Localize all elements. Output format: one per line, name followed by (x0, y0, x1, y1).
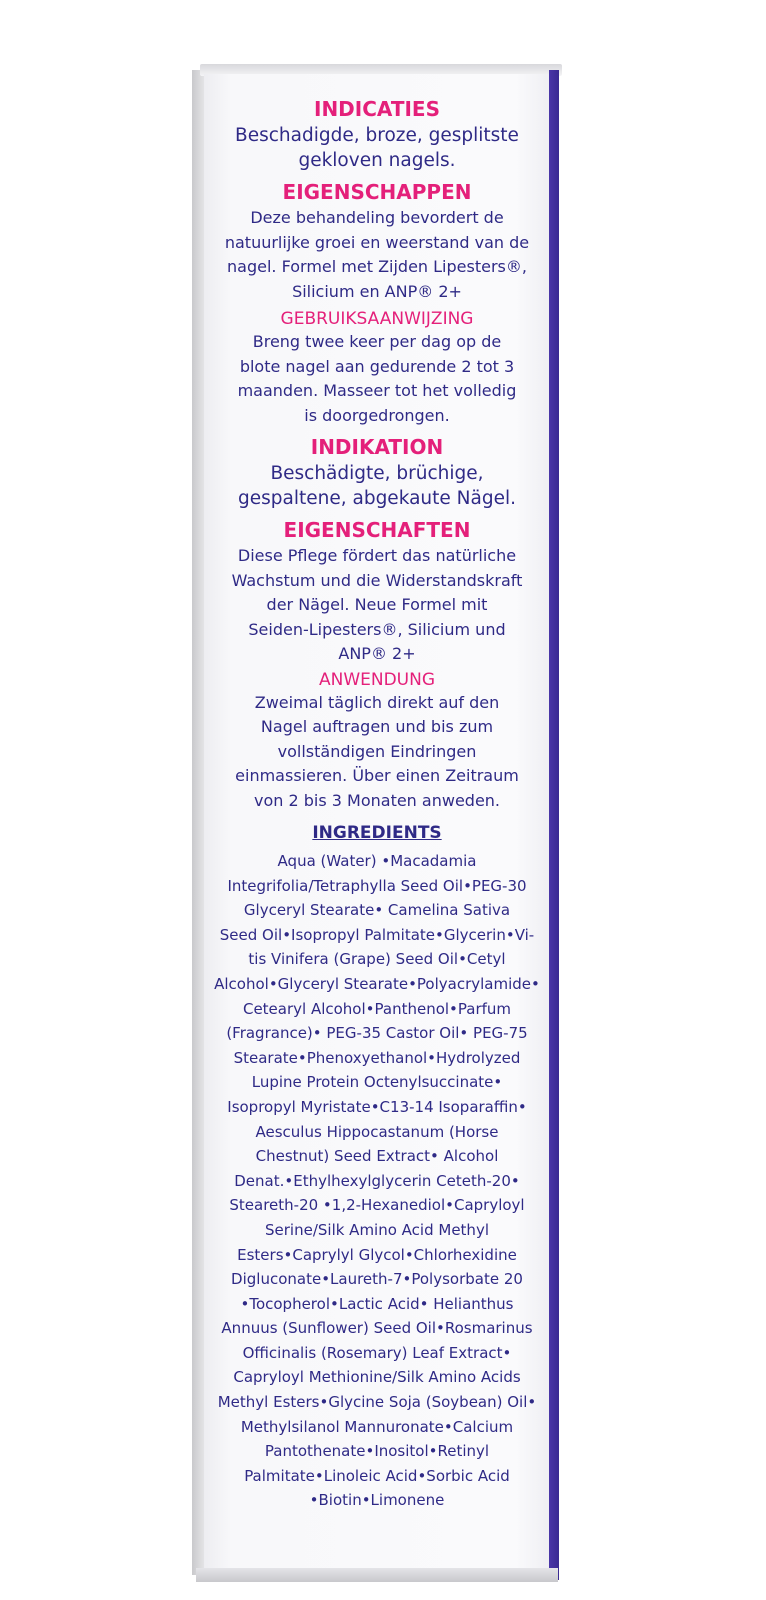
gebruiksaanwijzing-text: Breng twee keer per dag op de blote nagel aan gedurende 2 tot 3 maanden. Masseer tot het volledig is doorgedrongen. (237, 332, 517, 425)
box-purple-stripe (549, 70, 559, 1580)
gebruiksaanwijzing-heading: GEBRUIKSAANWIJZING (280, 309, 474, 329)
ingredients-list: Aqua (Water) •Macadamia Integrifolia/Tetraphylla Seed Oil•PEG-30 Glyceryl Stearate• Camelina Sativa Seed Oil•Isopropyl Palmitate•Glycerin•Vi- tis Vinifera (Grape) Seed Oil•Cetyl Alcohol•Glyceryl Stearate•Polyacrylamide• Cetearyl Alcohol•Panthenol•Parfum (Fragrance)• PEG-35 Castor Oil• PEG-75 Stearate•Phenoxyethanol•Hydrolyzed Lupine Protein Octenylsuccinate• Isopropyl Myristate•C13-14 Isoparaffin• Aesculus Hippocastanum (Horse Chestnut) Seed Extract• Alcohol Denat.•Ethylhexylglycerin Ceteth-20• Steareth-20 •1,2-Hexanediol•Capryloyl Serine/Silk Amino Acid Methyl Esters•Caprylyl Glycol•Chlorhexidine Digluconate•Laureth-7•Polysorbate 20 •Tocopherol•Lactic Acid• Helianthus Annuus (Sunflower) Seed Oil•Rosmarinus Officinalis (Rosemary) Leaf Extract• Capryloyl Methionine/Silk Amino Acids Methyl Esters•Glycine Soja (Soybean) Oil• Methylsilanol Mannuronate•Calcium Pantothenate•Inositol•Retinyl Palmitate•Linoleic Acid•Sorbic Acid •Biotin•Limonene (214, 852, 540, 1510)
indikation-heading: INDIKATION (310, 435, 444, 459)
ingredients-heading: INGREDIENTS (312, 823, 442, 843)
eigenschaften-text: Diese Pflege fördert das natürliche Wachstum und die Widerstandskraft der Nägel. Neue Formel mit Seiden-Lipesters®, Silicium und ANP® 2+ (231, 546, 523, 663)
indikation-text: Beschädigte, brüchige, gespaltene, abgekaute Nägel. (238, 463, 516, 509)
indicaties-heading: INDICATIES (314, 97, 440, 121)
anwendung-text: Zweimal täglich direkt auf den Nagel auftragen und bis zum vollständigen Eindringen einmassieren. Über einen Zeitraum von 2 bis 3 Monaten anweden. (235, 692, 519, 810)
label-content (204, 96, 550, 1513)
eigenschaften-heading: EIGENSCHAFTEN (283, 518, 471, 542)
indicaties-text: Beschadigde, broze, gesplitste gekloven nagels. (235, 125, 519, 171)
eigenschappen-text: Deze behandeling bevordert de natuurlijke groei en weerstand van de nagel. Formel met Zijden Lipesters®, Silicium en ANP® 2+ (224, 208, 530, 301)
box-bottom-edge (196, 1568, 558, 1582)
eigenschappen-heading: EIGENSCHAPPEN (282, 180, 472, 204)
anwendung-heading: ANWENDUNG (318, 669, 436, 690)
